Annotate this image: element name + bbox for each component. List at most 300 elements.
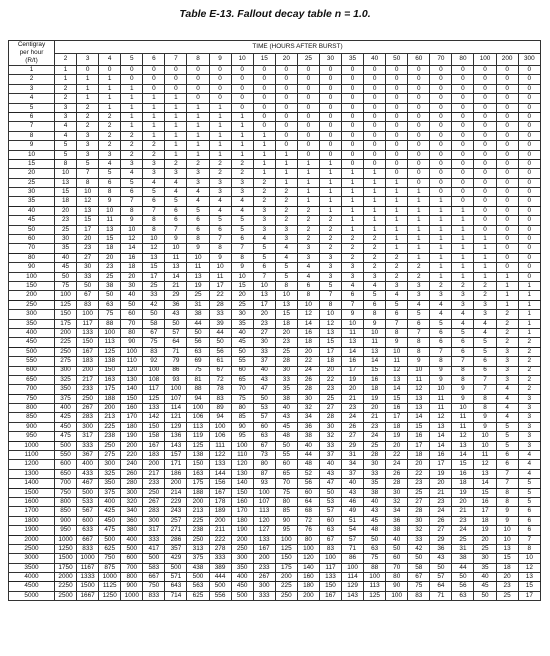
table-row (9, 554, 541, 563)
table-cell: 0 (386, 169, 408, 178)
table-row (9, 263, 541, 272)
table-cell: 43 (430, 554, 452, 563)
table-cell: 667 (77, 535, 99, 544)
table-cell: 0 (496, 244, 518, 253)
table-cell: 20 (275, 328, 297, 337)
table-cell: 40 (231, 328, 253, 337)
table-row (9, 507, 541, 516)
table-cell: 43 (275, 413, 297, 422)
dose-rate-cell: 1100 (9, 451, 55, 460)
table-cell: 1 (253, 159, 275, 168)
table-cell: 170 (121, 413, 143, 422)
table-cell: 14 (165, 272, 187, 281)
table-cell: 16 (430, 451, 452, 460)
table-cell: 9 (474, 413, 496, 422)
table-cell: 20 (430, 479, 452, 488)
table-cell: 0 (319, 150, 341, 159)
table-cell: 1 (319, 206, 341, 215)
column-header: 2 (55, 53, 77, 66)
table-cell: 26 (430, 516, 452, 525)
table-cell: 1 (121, 84, 143, 93)
table-cell: 9 (364, 319, 386, 328)
table-cell: 3 (253, 225, 275, 234)
table-cell: 19 (386, 432, 408, 441)
table-cell: 25 (231, 300, 253, 309)
table-cell: 2 (143, 150, 165, 159)
table-cell: 0 (386, 94, 408, 103)
table-cell: 2 (319, 244, 341, 253)
table-cell: 0 (342, 94, 364, 103)
table-cell: 13 (518, 573, 540, 582)
table-cell: 9 (496, 516, 518, 525)
table-cell: 18 (364, 385, 386, 394)
table-cell: 225 (275, 582, 297, 591)
table-cell: 30 (253, 338, 275, 347)
table-cell: 1 (187, 131, 209, 140)
table-cell: 400 (55, 404, 77, 413)
table-cell: 0 (496, 225, 518, 234)
table-cell: 30 (275, 366, 297, 375)
table-cell: 25 (55, 225, 77, 234)
table-cell: 90 (386, 582, 408, 591)
table-cell: 389 (209, 563, 231, 572)
table-cell: 325 (55, 375, 77, 384)
table-cell: 1 (253, 150, 275, 159)
table-cell: 33 (77, 272, 99, 281)
table-cell: 1 (187, 150, 209, 159)
table-cell: 1 (364, 178, 386, 187)
table-cell: 11 (342, 328, 364, 337)
table-cell: 60 (386, 554, 408, 563)
table-cell: 1 (452, 244, 474, 253)
table-cell: 117 (319, 563, 341, 572)
table-cell: 7 (474, 375, 496, 384)
table-cell: 0 (518, 197, 540, 206)
table-cell: 4 (430, 300, 452, 309)
column-header: 9 (209, 53, 231, 66)
table-cell: 5 (496, 441, 518, 450)
table-cell: 1167 (77, 563, 99, 572)
table-cell: 13 (342, 338, 364, 347)
table-cell: 0 (518, 159, 540, 168)
table-cell: 225 (99, 422, 121, 431)
table-cell: 0 (408, 84, 430, 93)
table-cell: 20 (297, 347, 319, 356)
table-cell: 25 (319, 394, 341, 403)
table-cell: 400 (231, 573, 253, 582)
table-cell: 6 (143, 197, 165, 206)
table-cell: 3 (55, 103, 77, 112)
table-cell: 11 (474, 451, 496, 460)
table-cell: 3 (77, 141, 99, 150)
table-cell: 12 (452, 432, 474, 441)
table-cell: 0 (253, 84, 275, 93)
table-cell: 8 (319, 300, 341, 309)
table-cell: 200 (99, 404, 121, 413)
table-cell: 0 (408, 169, 430, 178)
table-cell: 1 (430, 235, 452, 244)
table-cell: 136 (165, 432, 187, 441)
table-cell: 20 (474, 535, 496, 544)
table-cell: 3 (121, 159, 143, 168)
table-cell: 1 (496, 291, 518, 300)
table-cell: 42 (143, 300, 165, 309)
table-cell: 50 (121, 300, 143, 309)
table-cell: 0 (408, 131, 430, 140)
table-cell: 7 (165, 225, 187, 234)
table-cell: 22 (386, 451, 408, 460)
table-cell: 108 (143, 375, 165, 384)
table-cell: 25 (474, 544, 496, 553)
table-cell: 38 (386, 526, 408, 535)
table-cell: 250 (275, 591, 297, 600)
table-row (9, 319, 541, 328)
table-cell: 500 (77, 488, 99, 497)
table-cell: 14 (121, 244, 143, 253)
table-cell: 8 (408, 347, 430, 356)
table-cell: 6 (452, 338, 474, 347)
table-cell: 225 (55, 338, 77, 347)
table-cell: 0 (452, 103, 474, 112)
column-header: 8 (187, 53, 209, 66)
table-cell: 0 (319, 141, 341, 150)
column-header: 60 (408, 53, 430, 66)
table-cell: 160 (297, 573, 319, 582)
dose-rate-cell: 9 (9, 141, 55, 150)
table-cell: 0 (452, 150, 474, 159)
table-cell: 0 (275, 141, 297, 150)
table-cell: 6 (121, 188, 143, 197)
table-cell: 1 (187, 141, 209, 150)
table-cell: 233 (253, 563, 275, 572)
table-cell: 23 (496, 582, 518, 591)
table-cell: 200 (297, 591, 319, 600)
table-cell: 250 (77, 394, 99, 403)
table-cell: 170 (231, 507, 253, 516)
table-row (9, 300, 541, 309)
column-header: 3 (77, 53, 99, 66)
table-cell: 500 (99, 535, 121, 544)
table-cell: 800 (55, 497, 77, 506)
table-cell: 133 (209, 460, 231, 469)
table-cell: 950 (55, 526, 77, 535)
table-cell: 1 (297, 159, 319, 168)
table-cell: 60 (121, 310, 143, 319)
table-cell: 0 (518, 75, 540, 84)
table-cell: 0 (518, 122, 540, 131)
table-cell: 1 (99, 84, 121, 93)
table-cell: 23 (77, 244, 99, 253)
table-cell: 3 (452, 300, 474, 309)
table-cell: 33 (408, 535, 430, 544)
table-cell: 1 (231, 122, 253, 131)
table-cell: 0 (364, 75, 386, 84)
table-cell: 4 (275, 253, 297, 262)
table-cell: 6 (209, 225, 231, 234)
table-cell: 80 (231, 404, 253, 413)
table-row (9, 253, 541, 262)
table-cell: 0 (518, 263, 540, 272)
table-cell: 0 (77, 66, 99, 75)
table-cell: 2 (297, 235, 319, 244)
table-cell: 1 (408, 216, 430, 225)
table-cell: 129 (165, 422, 187, 431)
table-cell: 10 (474, 441, 496, 450)
table-cell: 1 (165, 122, 187, 131)
table-cell: 13 (386, 375, 408, 384)
table-row (9, 422, 541, 431)
table-cell: 119 (187, 432, 209, 441)
table-cell: 500 (231, 591, 253, 600)
table-cell: 2 (77, 112, 99, 121)
table-cell: 467 (77, 479, 99, 488)
table-cell: 23 (253, 319, 275, 328)
table-cell: 175 (55, 319, 77, 328)
table-cell: 400 (99, 497, 121, 506)
table-cell: 9 (496, 507, 518, 516)
table-cell: 0 (342, 66, 364, 75)
table-cell: 0 (319, 131, 341, 140)
table-cell: 3 (386, 281, 408, 290)
table-cell: 1 (297, 188, 319, 197)
table-cell: 100 (386, 591, 408, 600)
table-cell: 100 (253, 488, 275, 497)
table-cell: 200 (121, 441, 143, 450)
column-header: 5 (121, 53, 143, 66)
table-cell: 71 (342, 544, 364, 553)
table-cell: 0 (518, 131, 540, 140)
table-cell: 133 (253, 535, 275, 544)
table-cell: 1 (297, 169, 319, 178)
table-cell: 0 (143, 84, 165, 93)
table-cell: 271 (165, 526, 187, 535)
table-cell: 2 (297, 225, 319, 234)
table-cell: 3 (209, 178, 231, 187)
table-row (9, 497, 541, 506)
table-cell: 0 (518, 206, 540, 215)
table-cell: 1 (209, 141, 231, 150)
table-cell: 95 (231, 432, 253, 441)
table-cell: 2 (364, 244, 386, 253)
table-cell: 1 (342, 188, 364, 197)
table-cell: 21 (165, 281, 187, 290)
table-cell: 100 (187, 404, 209, 413)
dose-rate-cell: 40 (9, 206, 55, 215)
table-cell: 36 (165, 300, 187, 309)
table-cell: 5 (386, 300, 408, 309)
table-row (9, 582, 541, 591)
table-cell: 1 (209, 150, 231, 159)
table-cell: 283 (143, 507, 165, 516)
table-cell: 27 (408, 497, 430, 506)
table-cell: 12 (518, 563, 540, 572)
table-cell: 4 (496, 385, 518, 394)
table-cell: 7 (496, 479, 518, 488)
table-cell: 60 (253, 422, 275, 431)
table-cell: 189 (209, 507, 231, 516)
table-cell: 0 (452, 122, 474, 131)
table-cell: 50 (275, 441, 297, 450)
table-cell: 425 (55, 413, 77, 422)
table-row (9, 225, 541, 234)
table-cell: 56 (297, 479, 319, 488)
table-cell: 94 (209, 413, 231, 422)
table-cell: 0 (275, 94, 297, 103)
table-cell: 9 (452, 385, 474, 394)
table-cell: 2 (275, 188, 297, 197)
table-cell: 57 (342, 535, 364, 544)
table-row (9, 84, 541, 93)
table-row (9, 75, 541, 84)
table-cell: 10 (297, 300, 319, 309)
table-cell: 43 (165, 310, 187, 319)
table-cell: 38 (275, 394, 297, 403)
table-cell: 2 (364, 253, 386, 262)
table-cell: 5 (408, 310, 430, 319)
table-row (9, 112, 541, 121)
table-cell: 23 (452, 516, 474, 525)
table-cell: 7 (386, 319, 408, 328)
table-cell: 1 (408, 244, 430, 253)
table-cell: 18 (275, 319, 297, 328)
table-cell: 0 (430, 159, 452, 168)
table-cell: 85 (275, 507, 297, 516)
table-cell: 2 (518, 338, 540, 347)
table-cell: 50 (55, 272, 77, 281)
table-cell: 175 (99, 385, 121, 394)
table-cell: 357 (165, 544, 187, 553)
table-cell: 30 (297, 394, 319, 403)
dose-rate-cell: 200 (9, 291, 55, 300)
table-cell: 25 (452, 535, 474, 544)
table-cell: 13 (452, 441, 474, 450)
table-cell: 0 (364, 150, 386, 159)
table-cell: 0 (319, 112, 341, 121)
table-cell: 0 (474, 225, 496, 234)
table-cell: 190 (231, 526, 253, 535)
table-cell: 1 (209, 112, 231, 121)
table-cell: 0 (518, 112, 540, 121)
table-cell: 5 (364, 291, 386, 300)
table-cell: 1 (518, 291, 540, 300)
table-cell: 13 (430, 422, 452, 431)
table-cell: 100 (231, 441, 253, 450)
column-header: 80 (452, 53, 474, 66)
table-cell: 4 (253, 235, 275, 244)
table-cell: 31 (187, 300, 209, 309)
table-cell: 38 (452, 554, 474, 563)
table-cell: 5 (77, 159, 99, 168)
table-cell: 34 (342, 460, 364, 469)
table-cell: 1 (319, 197, 341, 206)
table-cell: 86 (342, 554, 364, 563)
dose-rate-cell: 8 (9, 131, 55, 140)
table-cell: 5 (121, 178, 143, 187)
table-cell: 200 (55, 328, 77, 337)
table-cell: 11 (364, 338, 386, 347)
table-cell: 150 (231, 488, 253, 497)
table-cell: 2 (408, 263, 430, 272)
table-cell: 5 (55, 141, 77, 150)
table-row (9, 526, 541, 535)
table-cell: 160 (231, 497, 253, 506)
table-cell: 27 (430, 526, 452, 535)
table-cell: 0 (496, 122, 518, 131)
table-cell: 11 (209, 272, 231, 281)
table-cell: 106 (187, 413, 209, 422)
table-cell: 1125 (99, 582, 121, 591)
table-cell: 800 (121, 573, 143, 582)
table-row (9, 451, 541, 460)
table-cell: 140 (121, 385, 143, 394)
table-cell: 3 (143, 169, 165, 178)
table-cell: 50 (253, 394, 275, 403)
table-cell: 25 (275, 347, 297, 356)
table-cell: 8 (430, 357, 452, 366)
table-cell: 1 (77, 75, 99, 84)
table-cell: 9 (342, 310, 364, 319)
table-cell: 5 (518, 479, 540, 488)
table-cell: 64 (165, 338, 187, 347)
table-cell: 2 (253, 178, 275, 187)
table-cell: 15 (231, 281, 253, 290)
table-cell: 1 (518, 328, 540, 337)
table-row (9, 366, 541, 375)
dose-rate-cell: 1 (9, 66, 55, 75)
table-cell: 0 (452, 169, 474, 178)
table-cell: 4 (386, 291, 408, 300)
table-cell: 125 (55, 300, 77, 309)
table-cell: 17 (408, 441, 430, 450)
table-cell: 3 (430, 291, 452, 300)
table-cell: 0 (452, 141, 474, 150)
table-cell: 38 (297, 432, 319, 441)
table-cell: 2 (77, 103, 99, 112)
table-cell: 133 (143, 404, 165, 413)
table-cell: 1 (231, 131, 253, 140)
table-cell: 3 (77, 131, 99, 140)
table-cell: 2 (143, 141, 165, 150)
table-cell: 0 (496, 141, 518, 150)
table-cell: 4 (430, 310, 452, 319)
table-cell: 1 (430, 253, 452, 262)
table-cell: 21 (342, 394, 364, 403)
table-row (9, 544, 541, 553)
dose-rate-cell: 35 (9, 197, 55, 206)
table-cell: 1750 (55, 563, 77, 572)
table-cell: 100 (275, 535, 297, 544)
table-cell: 1 (253, 141, 275, 150)
table-cell: 25 (143, 281, 165, 290)
table-cell: 23 (319, 385, 341, 394)
table-cell: 45 (474, 582, 496, 591)
table-cell: 21 (430, 488, 452, 497)
table-cell: 22 (297, 357, 319, 366)
table-cell: 0 (452, 178, 474, 187)
table-cell: 20 (452, 497, 474, 506)
row-header (9, 41, 55, 66)
dose-rate-cell: 10 (9, 150, 55, 159)
table-cell: 24 (386, 460, 408, 469)
table-cell: 19 (430, 469, 452, 478)
table-cell: 1 (297, 197, 319, 206)
table-cell: 143 (342, 591, 364, 600)
table-cell: 260 (121, 469, 143, 478)
dose-rate-cell: 1700 (9, 507, 55, 516)
table-cell: 83 (408, 591, 430, 600)
table-cell: 1 (231, 112, 253, 121)
table-cell: 25 (99, 272, 121, 281)
